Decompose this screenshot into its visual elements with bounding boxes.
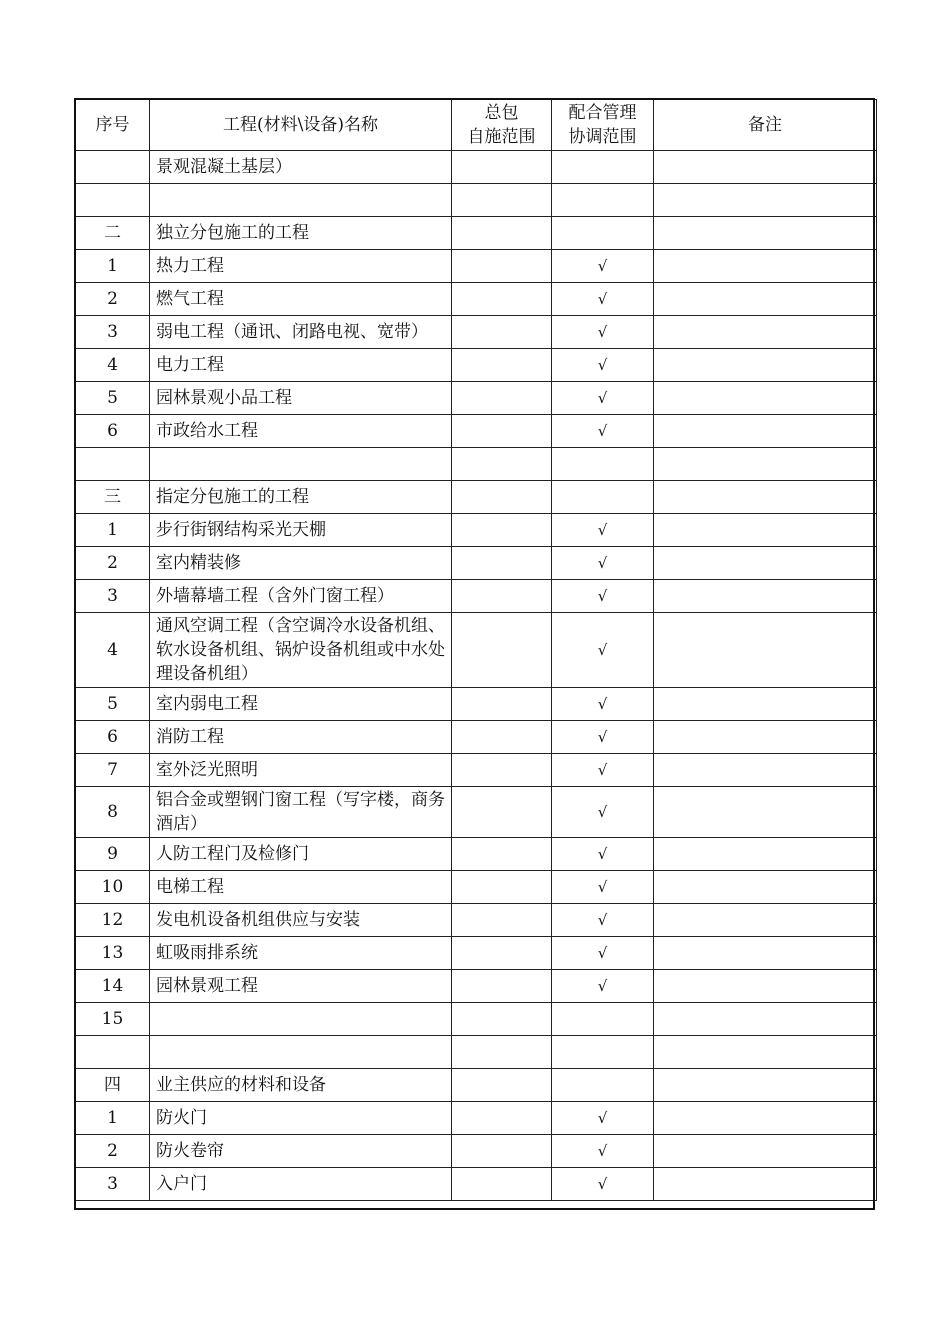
row-seq-cell: 13 bbox=[76, 937, 150, 970]
row-remark-cell bbox=[654, 613, 877, 688]
row-coord-scope-cell bbox=[552, 151, 654, 184]
header-row bbox=[76, 100, 877, 151]
row-name-cell: 指定分包施工的工程 bbox=[150, 481, 452, 514]
table-row bbox=[76, 217, 877, 250]
header-self-line2: 自施范围 bbox=[467, 127, 536, 147]
row-self-scope-cell bbox=[452, 787, 552, 838]
row-name-cell bbox=[150, 1036, 452, 1069]
table-row bbox=[76, 1168, 877, 1201]
row-coord-scope-cell: √ bbox=[552, 970, 654, 1003]
row-self-scope-cell bbox=[452, 514, 552, 547]
row-coord-scope-cell: √ bbox=[552, 721, 654, 754]
row-remark-cell bbox=[654, 547, 877, 580]
row-seq-cell: 三 bbox=[76, 481, 150, 514]
row-name-cell bbox=[150, 184, 452, 217]
row-self-scope-cell bbox=[452, 250, 552, 283]
row-name-cell: 外墙幕墙工程（含外门窗工程） bbox=[150, 580, 452, 613]
table-row bbox=[76, 1135, 877, 1168]
row-coord-scope-cell: √ bbox=[552, 613, 654, 688]
header-remark: 备注 bbox=[654, 100, 877, 151]
row-name-cell: 景观混凝土基层） bbox=[150, 151, 452, 184]
row-seq-cell: 3 bbox=[76, 1168, 150, 1201]
row-coord-scope-cell: √ bbox=[552, 1168, 654, 1201]
scope-table bbox=[75, 99, 877, 1201]
row-seq-cell: 5 bbox=[76, 382, 150, 415]
table-row bbox=[76, 151, 877, 184]
row-self-scope-cell bbox=[452, 316, 552, 349]
row-remark-cell bbox=[654, 904, 877, 937]
row-name-cell: 弱电工程（通讯、闭路电视、宽带） bbox=[150, 316, 452, 349]
table-row bbox=[76, 871, 877, 904]
row-remark-cell bbox=[654, 382, 877, 415]
row-remark-cell bbox=[654, 1003, 877, 1036]
row-name-cell: 独立分包施工的工程 bbox=[150, 217, 452, 250]
row-coord-scope-cell bbox=[552, 1003, 654, 1036]
row-remark-cell bbox=[654, 217, 877, 250]
table-row bbox=[76, 613, 877, 688]
row-name-cell: 虹吸雨排系统 bbox=[150, 937, 452, 970]
row-self-scope-cell bbox=[452, 871, 552, 904]
row-coord-scope-cell bbox=[552, 1069, 654, 1102]
row-self-scope-cell bbox=[452, 580, 552, 613]
row-self-scope-cell bbox=[452, 1036, 552, 1069]
row-name-cell: 防火门 bbox=[150, 1102, 452, 1135]
row-name-cell: 园林景观工程 bbox=[150, 970, 452, 1003]
row-coord-scope-cell: √ bbox=[552, 838, 654, 871]
row-self-scope-cell bbox=[452, 1135, 552, 1168]
row-self-scope-cell bbox=[452, 217, 552, 250]
header-coord-scope bbox=[552, 100, 654, 151]
header-coord-line1: 配合管理 bbox=[568, 103, 637, 123]
row-remark-cell bbox=[654, 1036, 877, 1069]
header-self-line1: 总包 bbox=[484, 103, 519, 123]
row-seq-cell: 1 bbox=[76, 514, 150, 547]
table-row bbox=[76, 838, 877, 871]
header-self-scope bbox=[452, 100, 552, 151]
row-remark-cell bbox=[654, 970, 877, 1003]
header-name: 工程(材料\设备)名称 bbox=[150, 100, 452, 151]
row-name-cell: 人防工程门及检修门 bbox=[150, 838, 452, 871]
row-remark-cell bbox=[654, 1135, 877, 1168]
row-coord-scope-cell: √ bbox=[552, 250, 654, 283]
row-remark-cell bbox=[654, 415, 877, 448]
row-remark-cell bbox=[654, 283, 877, 316]
row-coord-scope-cell: √ bbox=[552, 580, 654, 613]
row-seq-cell: 6 bbox=[76, 415, 150, 448]
row-remark-cell bbox=[654, 151, 877, 184]
row-seq-cell bbox=[76, 184, 150, 217]
row-name-cell: 室外泛光照明 bbox=[150, 754, 452, 787]
row-remark-cell bbox=[654, 871, 877, 904]
row-name-cell: 室内弱电工程 bbox=[150, 688, 452, 721]
row-self-scope-cell bbox=[452, 937, 552, 970]
table-row bbox=[76, 382, 877, 415]
row-seq-cell: 7 bbox=[76, 754, 150, 787]
row-name-cell: 业主供应的材料和设备 bbox=[150, 1069, 452, 1102]
row-seq-cell: 1 bbox=[76, 1102, 150, 1135]
header-seq: 序号 bbox=[76, 100, 150, 151]
row-self-scope-cell bbox=[452, 184, 552, 217]
table-row bbox=[76, 970, 877, 1003]
table-row bbox=[76, 1069, 877, 1102]
table-row bbox=[76, 787, 877, 838]
row-self-scope-cell bbox=[452, 283, 552, 316]
table-row bbox=[76, 514, 877, 547]
row-coord-scope-cell: √ bbox=[552, 316, 654, 349]
row-self-scope-cell bbox=[452, 1168, 552, 1201]
table-row bbox=[76, 316, 877, 349]
row-seq-cell: 8 bbox=[76, 787, 150, 838]
row-coord-scope-cell: √ bbox=[552, 547, 654, 580]
row-seq-cell bbox=[76, 448, 150, 481]
table-row bbox=[76, 1003, 877, 1036]
row-coord-scope-cell bbox=[552, 217, 654, 250]
row-coord-scope-cell: √ bbox=[552, 415, 654, 448]
row-self-scope-cell bbox=[452, 838, 552, 871]
row-seq-cell bbox=[76, 1036, 150, 1069]
table-row bbox=[76, 580, 877, 613]
row-name-cell: 园林景观小品工程 bbox=[150, 382, 452, 415]
row-seq-cell: 5 bbox=[76, 688, 150, 721]
row-seq-cell: 9 bbox=[76, 838, 150, 871]
row-name-cell: 消防工程 bbox=[150, 721, 452, 754]
row-self-scope-cell bbox=[452, 754, 552, 787]
row-self-scope-cell bbox=[452, 349, 552, 382]
row-name-cell: 铝合金或塑钢门窗工程（写字楼，商务酒店） bbox=[150, 787, 452, 838]
table-row bbox=[76, 448, 877, 481]
row-seq-cell: 6 bbox=[76, 721, 150, 754]
row-remark-cell bbox=[654, 721, 877, 754]
row-remark-cell bbox=[654, 787, 877, 838]
row-name-cell: 步行街钢结构采光天棚 bbox=[150, 514, 452, 547]
row-seq-cell: 2 bbox=[76, 1135, 150, 1168]
row-self-scope-cell bbox=[452, 151, 552, 184]
row-remark-cell bbox=[654, 184, 877, 217]
row-name-cell: 发电机设备机组供应与安装 bbox=[150, 904, 452, 937]
table-row bbox=[76, 547, 877, 580]
row-remark-cell bbox=[654, 349, 877, 382]
row-coord-scope-cell: √ bbox=[552, 787, 654, 838]
row-coord-scope-cell: √ bbox=[552, 1102, 654, 1135]
row-coord-scope-cell: √ bbox=[552, 871, 654, 904]
row-self-scope-cell bbox=[452, 415, 552, 448]
row-seq-cell: 二 bbox=[76, 217, 150, 250]
row-name-cell: 电力工程 bbox=[150, 349, 452, 382]
row-coord-scope-cell: √ bbox=[552, 514, 654, 547]
row-seq-cell: 1 bbox=[76, 250, 150, 283]
row-self-scope-cell bbox=[452, 448, 552, 481]
row-seq-cell: 4 bbox=[76, 349, 150, 382]
row-self-scope-cell bbox=[452, 721, 552, 754]
row-seq-cell: 2 bbox=[76, 283, 150, 316]
table-row bbox=[76, 250, 877, 283]
table-body bbox=[76, 151, 877, 1201]
row-self-scope-cell bbox=[452, 1003, 552, 1036]
row-remark-cell bbox=[654, 688, 877, 721]
row-remark-cell bbox=[654, 448, 877, 481]
row-coord-scope-cell bbox=[552, 481, 654, 514]
row-remark-cell bbox=[654, 838, 877, 871]
row-remark-cell bbox=[654, 937, 877, 970]
row-name-cell bbox=[150, 1003, 452, 1036]
row-self-scope-cell bbox=[452, 688, 552, 721]
row-name-cell: 室内精装修 bbox=[150, 547, 452, 580]
table-row bbox=[76, 1102, 877, 1135]
row-seq-cell: 四 bbox=[76, 1069, 150, 1102]
row-coord-scope-cell: √ bbox=[552, 283, 654, 316]
row-remark-cell bbox=[654, 580, 877, 613]
row-name-cell: 市政给水工程 bbox=[150, 415, 452, 448]
row-self-scope-cell bbox=[452, 1069, 552, 1102]
row-seq-cell: 14 bbox=[76, 970, 150, 1003]
row-name-cell: 入户门 bbox=[150, 1168, 452, 1201]
table-row bbox=[76, 184, 877, 217]
row-seq-cell: 3 bbox=[76, 580, 150, 613]
row-remark-cell bbox=[654, 514, 877, 547]
row-self-scope-cell bbox=[452, 904, 552, 937]
row-coord-scope-cell: √ bbox=[552, 1135, 654, 1168]
row-coord-scope-cell: √ bbox=[552, 688, 654, 721]
row-remark-cell bbox=[654, 250, 877, 283]
row-coord-scope-cell bbox=[552, 1036, 654, 1069]
table-row bbox=[76, 349, 877, 382]
table-row bbox=[76, 481, 877, 514]
row-seq-cell: 10 bbox=[76, 871, 150, 904]
row-coord-scope-cell: √ bbox=[552, 937, 654, 970]
row-seq-cell: 2 bbox=[76, 547, 150, 580]
row-coord-scope-cell bbox=[552, 184, 654, 217]
row-remark-cell bbox=[654, 316, 877, 349]
row-coord-scope-cell bbox=[552, 448, 654, 481]
row-name-cell bbox=[150, 448, 452, 481]
table-row bbox=[76, 904, 877, 937]
row-seq-cell: 12 bbox=[76, 904, 150, 937]
row-name-cell: 通风空调工程（含空调冷水设备机组、软水设备机组、锅炉设备机组或中水处理设备机组） bbox=[150, 613, 452, 688]
table-row bbox=[76, 283, 877, 316]
row-name-cell: 电梯工程 bbox=[150, 871, 452, 904]
table-row bbox=[76, 721, 877, 754]
row-self-scope-cell bbox=[452, 970, 552, 1003]
row-seq-cell: 3 bbox=[76, 316, 150, 349]
table-row bbox=[76, 937, 877, 970]
table-row bbox=[76, 688, 877, 721]
row-remark-cell bbox=[654, 1102, 877, 1135]
row-remark-cell bbox=[654, 754, 877, 787]
row-self-scope-cell bbox=[452, 382, 552, 415]
row-remark-cell bbox=[654, 1069, 877, 1102]
row-coord-scope-cell: √ bbox=[552, 382, 654, 415]
row-coord-scope-cell: √ bbox=[552, 904, 654, 937]
row-remark-cell bbox=[654, 481, 877, 514]
row-self-scope-cell bbox=[452, 481, 552, 514]
row-remark-cell bbox=[654, 1168, 877, 1201]
header-coord-line2: 协调范围 bbox=[568, 127, 637, 147]
row-seq-cell: 4 bbox=[76, 613, 150, 688]
row-self-scope-cell bbox=[452, 1102, 552, 1135]
row-coord-scope-cell: √ bbox=[552, 754, 654, 787]
row-name-cell: 热力工程 bbox=[150, 250, 452, 283]
row-seq-cell: 15 bbox=[76, 1003, 150, 1036]
row-name-cell: 防火卷帘 bbox=[150, 1135, 452, 1168]
row-self-scope-cell bbox=[452, 547, 552, 580]
table-row bbox=[76, 1036, 877, 1069]
table-row bbox=[76, 415, 877, 448]
row-seq-cell bbox=[76, 151, 150, 184]
row-self-scope-cell bbox=[452, 613, 552, 688]
row-name-cell: 燃气工程 bbox=[150, 283, 452, 316]
table-row bbox=[76, 754, 877, 787]
row-coord-scope-cell: √ bbox=[552, 349, 654, 382]
